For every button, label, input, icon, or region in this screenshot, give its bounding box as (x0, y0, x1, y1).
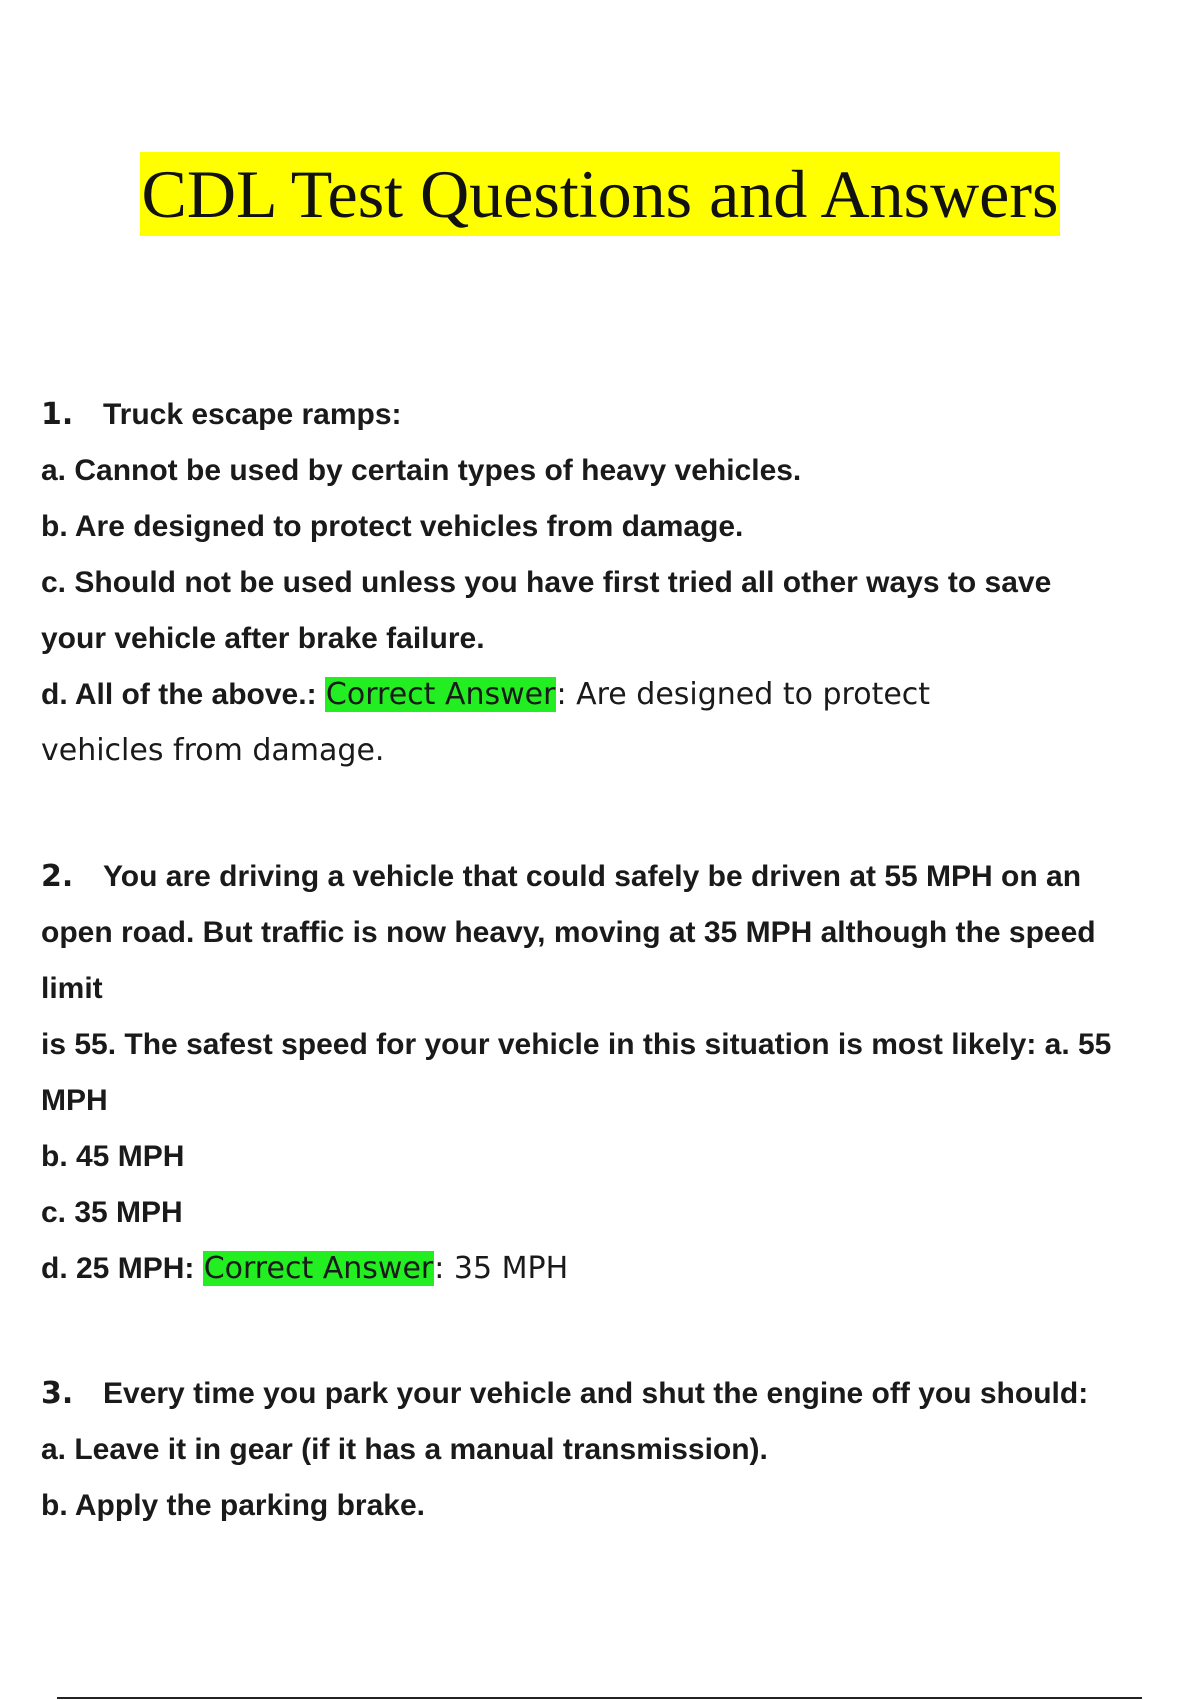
option-a: a. Cannot be used by certain types of heavy vehicles. (41, 454, 802, 487)
option-c-line1: c. Should not be used unless you have first tried all other ways to save (41, 566, 1052, 599)
option-d (41, 667, 1190, 723)
answer-text-line1: : 35 MPH (434, 1251, 569, 1286)
question-text: Every time you park your vehicle and shut the engine off you should: (103, 1377, 1089, 1410)
question-stem (41, 1366, 1190, 1422)
question-number: 3. (41, 1376, 74, 1411)
correct-answer-highlight: Correct Answer (325, 677, 556, 712)
question-text: You are driving a vehicle that could safely be driven at 55 MPH on an (103, 860, 1082, 893)
title-container (0, 152, 1200, 236)
option-d-text: d. All of the above.: (41, 678, 317, 711)
page-title: CDL Test Questions and Answers (140, 152, 1061, 236)
answer-text-line1: : Are designed to protect (556, 677, 931, 712)
option-a: a. Leave it in gear (if it has a manual transmission). (41, 1433, 768, 1466)
question-text-line3: limit (41, 972, 103, 1005)
footer-divider (57, 1697, 1142, 1699)
question-text-line5: MPH (41, 1084, 108, 1117)
question-text-line4: is 55. The safest speed for your vehicle in this situation is most likely: a. 55 (41, 1028, 1112, 1061)
question-2 (41, 849, 1190, 1297)
option-b: b. 45 MPH (41, 1140, 185, 1173)
question-number: 2. (41, 859, 74, 894)
question-text-line2: open road. But traffic is now heavy, moving at 35 MPH although the speed (41, 916, 1096, 949)
question-1 (41, 387, 1190, 779)
option-d-text: d. 25 MPH: (41, 1252, 195, 1285)
option-b: b. Apply the parking brake. (41, 1489, 425, 1522)
question-text: Truck escape ramps: (103, 398, 402, 431)
question-stem (41, 849, 1190, 905)
option-c: c. 35 MPH (41, 1196, 183, 1229)
question-stem (41, 387, 1190, 443)
option-d (41, 1241, 1190, 1297)
option-b: b. Are designed to protect vehicles from damage. (41, 510, 744, 543)
question-3 (41, 1366, 1190, 1534)
correct-answer-highlight: Correct Answer (203, 1251, 434, 1286)
question-number: 1. (41, 397, 74, 432)
option-c-line2: your vehicle after brake failure. (41, 622, 485, 655)
answer-text-line2: vehicles from damage. (41, 733, 385, 768)
